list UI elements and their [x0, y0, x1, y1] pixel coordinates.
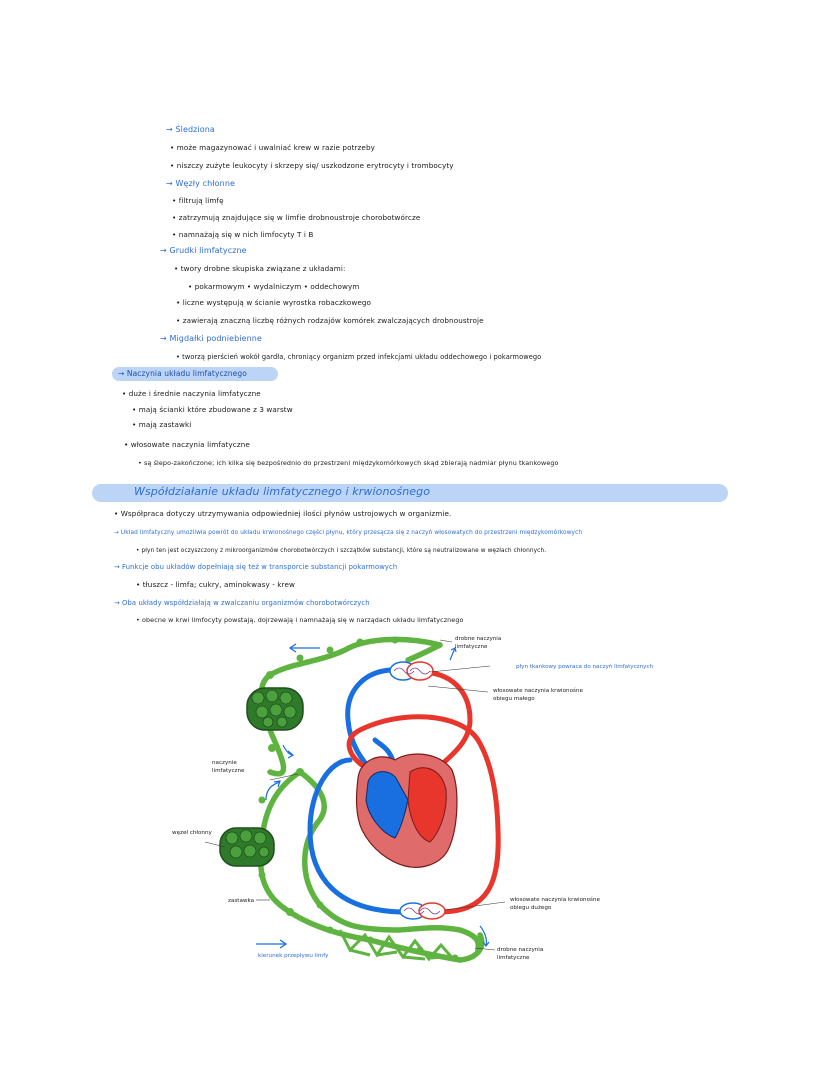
list-item: • duże i średnie naczynia limfatyczne [122, 389, 261, 398]
lymph-vessels-heading: → Naczynia układu limfatycznego [118, 369, 247, 378]
label-small-lymph-vessels-bottom: drobne naczynia limfatyczne [497, 947, 544, 961]
list-item: → Oba układy współdziałają w zwalczaniu organizmów chorobotwórczych [114, 599, 370, 607]
list-item: • obecne w krwi limfocyty powstają, dojrzewają i namnażają się w narządach układu limfatycznego [136, 616, 464, 624]
list-item: • włosowate naczynia limfatyczne [124, 440, 250, 449]
capillary-bed-small [390, 662, 433, 680]
list-item: • liczne występują w ścianie wyrostka robaczkowego [176, 298, 372, 307]
cooperation-heading: Współdziałanie układu limfatycznego i krwionośnego [134, 485, 431, 498]
list-item: • może magazynować i uwalniać krew w razie potrzeby [170, 143, 375, 152]
list-item: • Współpraca dotyczy utrzymywania odpowiedniej ilości płynów ustrojowych w organizmie. [114, 509, 452, 518]
label-small-lymph-vessels-top: drobne naczynia limfatyczne [455, 636, 502, 650]
lymph-nodes-heading: → Węzły chłonne [166, 179, 236, 188]
list-item: • tłuszcz - limfa; cukry, aminokwasy - krew [136, 580, 295, 589]
label-lymph-vessel: naczynie limfatyczne [212, 760, 245, 774]
list-item: • tworzą pierścień wokół gardła, chroniący organizm przed infekcjami układu oddechowego i pokarmowego [176, 353, 542, 361]
lymph-node [247, 688, 303, 730]
capillary-bed-large [400, 903, 445, 919]
label-valve: zastawka [228, 898, 255, 904]
list-item: • pokarmowym • wydalniczym • oddechowym [188, 282, 360, 291]
list-item: • niszczy zużyte leukocyty i skrzepy się/ uszkodzone erytrocyty i trombocyty [170, 161, 454, 170]
list-item: → Funkcje obu układów dopełniają się też w transporcie substancji pokarmowych [114, 563, 398, 571]
list-item: • zawierają znaczną liczbę różnych rodzajów komórek zwalczających drobnoustroje [176, 316, 484, 325]
heart [357, 754, 457, 867]
list-item: • twory drobne skupiska związane z układami: [174, 264, 346, 273]
lymph-node [220, 828, 274, 866]
label-lymph-node: węzeł chłonny [172, 830, 212, 836]
list-item: • są ślepo-zakończone; ich kilka się bezpośrednio do przestrzeni międzykomórkowych skąd zbierają nadmiar płynu tkankowego [138, 459, 559, 467]
list-item: • płyn ten jest oczyszczony z mikroorganizmów chorobotwórczych i szczątków substancji, które są neutralizowane w węzłach chłonnych. [136, 548, 547, 554]
label-lymph-flow: kierunek przepływu limfy [258, 953, 329, 959]
list-item: • mają zastawki [132, 420, 192, 429]
list-item: • namnażają się w nich limfocyty T i B [172, 230, 314, 239]
label-fluid-return: płyn tkankowy powraca do naczyń limfatycznych [516, 664, 654, 670]
tonsils-heading: → Migdałki podniebienne [160, 334, 262, 343]
spleen-heading: → Śledziona [166, 125, 215, 134]
list-item: • zatrzymują znajdujące się w limfie drobnoustroje chorobotwórcze [172, 213, 421, 222]
label-capillaries-large-circuit: włosowate naczynia krwionośne obiegu dużego [510, 897, 600, 911]
list-item: • filtrują limfę [172, 196, 224, 205]
list-item: → Układ limfatyczny umożliwia powrót do układu krwionośnego części płynu, który przesącza się z naczyń włosowatych do przestrzeni międzykomórkowych [114, 530, 583, 536]
lymph-nodules-heading: → Grudki limfatyczne [160, 246, 247, 255]
list-item: • mają ścianki które zbudowane z 3 warstw [132, 405, 293, 414]
label-capillaries-small-circuit: włosowate naczynia krwionośne obiegu małego [493, 688, 583, 702]
